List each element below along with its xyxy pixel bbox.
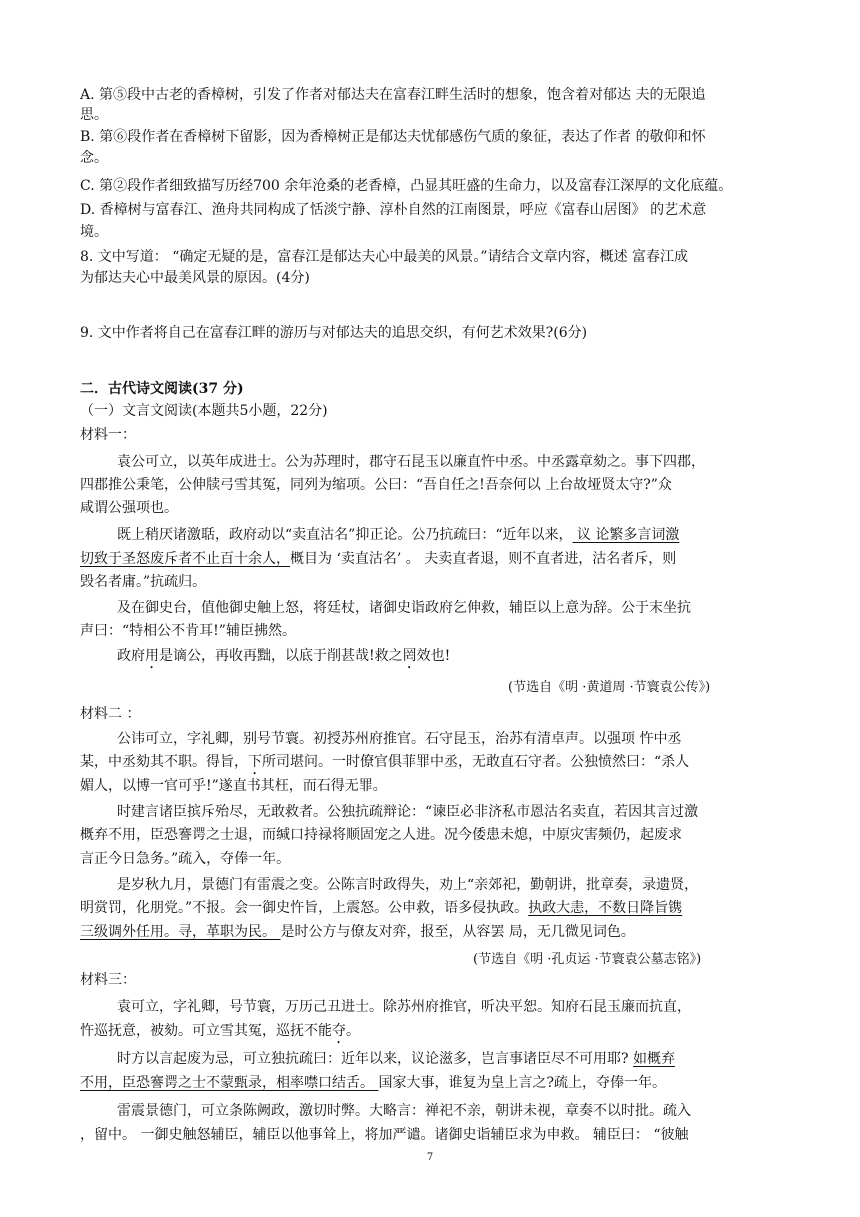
underlined-sentence: 三级调外任用。寻，革职为民。 bbox=[80, 924, 281, 940]
section-title: 二．古代诗文阅读(37 分) bbox=[80, 381, 244, 397]
option-d-line-2: 境。 bbox=[80, 224, 108, 240]
m3-p3-line-1: 雷震景德门，可立条陈阙政，激切时弊。大略言：禅祀不亲，朝讲未视，章奏不以时批。疏入 bbox=[117, 1103, 691, 1119]
underlined-sentence: 不用，臣恐謇谔之士不蒙甄录，相率噤口结舌。 bbox=[80, 1075, 379, 1091]
m1-p2-line-3: 毁名者庸。”抗疏归。 bbox=[80, 574, 207, 590]
m3-p2-line-1 bbox=[117, 1048, 827, 1070]
m1-source: (节选自《明 ·黄道周 ·节寰袁公传》) bbox=[508, 680, 711, 695]
m1-p2-text: 概目为 ‘卖直沽名’ 。 夫卖直者退，则不直者进，沽名者斥，则 bbox=[290, 551, 677, 567]
m1-p2-text: 既上稍厌诸激聒，政府动以“卖直沽名”抑正论。公乃抗疏曰：“近年以来， bbox=[117, 527, 573, 543]
m1-p3-line-2: 声曰：“特相公不肯耳!”辅臣拂然。 bbox=[80, 623, 296, 639]
m2-p3-text: 是时公方与僚友对弈，报至，从容罢 局，无几微见词色。 bbox=[280, 924, 635, 940]
question-9: 9. 文中作者将自己在富春江畔的游历与对郁达夫的追思交织，有何艺术效果?(6分) bbox=[80, 325, 588, 341]
option-b-line-1: B. 第⑥段作者在香樟树下留影，因为香樟树正是郁达夫忧郁感伤气质的象征，表达了作者 的敬仰和怀 bbox=[80, 129, 706, 145]
option-a-line-2: 思。 bbox=[80, 107, 108, 123]
m3-p2-text: 时方以言起废为忌，可立独抗疏曰：近年以来，议论滋多，岂言事诸臣尽不可用耶? bbox=[117, 1051, 633, 1067]
m1-p4-text: 政府 bbox=[117, 648, 145, 664]
m1-p1-line-1: 袁公可立，以英年成进士。公为苏理时，郡守石昆玉以廉直忤中丞。中丞露章劾之。事下四郡， bbox=[117, 454, 705, 470]
m2-p1-text: 所司堪问。一时僚官俱菲罪中丞，无敢直石守者。公独愤然曰：“杀人 bbox=[262, 754, 690, 770]
emphasized-word: 下 bbox=[248, 754, 262, 770]
emphasized-word: 夺 bbox=[332, 1023, 346, 1039]
m1-p2-line-2 bbox=[80, 548, 790, 570]
m2-p3-text: 明赏罚，化朋党。”不报。会一御史忤旨，上震怒。公申救，语多侵执政。 bbox=[80, 900, 529, 916]
m2-p3-line-3 bbox=[80, 921, 790, 943]
underlined-sentence: 切致于圣怒废斥者不止百十余人， bbox=[80, 551, 290, 567]
m2-p1-text: 某，中丞劾其不职。得旨， bbox=[80, 754, 248, 770]
m3-p2-text: 国家大事，谁复为皇上言之?疏上，夺俸一年。 bbox=[378, 1075, 666, 1091]
option-d-line-1: D. 香樟树与富春江、渔舟共同构成了恬淡宁静、淳朴自然的江南图景，呼应《富春山居图》 的艺术意 bbox=[80, 202, 707, 218]
underlined-sentence: 执政大恚，不数日降旨镌 bbox=[528, 900, 683, 916]
m3-p3-line-2: ，留中。 一御史触怒辅臣，辅臣以他事耸上，将加严谴。诸御史诣辅臣求为申救。 辅臣曰： “彼触 bbox=[80, 1127, 689, 1143]
m3-p1-text: 忤巡抚意，被劾。可立雪其冤，巡抚不能 bbox=[80, 1023, 332, 1039]
m2-p3-line-2 bbox=[80, 897, 790, 919]
m3-p1-text: 。 bbox=[346, 1023, 360, 1039]
m2-p2-line-2: 概弃不用，臣恐謇谔之士退，而缄口持禄将顺固宠之人进。况今倭患未熄，中原灾害频仍，起废求 bbox=[80, 827, 682, 843]
m1-p2-line-1 bbox=[117, 524, 827, 546]
section-subtitle: （一）文言文阅读(本题共5小题，22分) bbox=[80, 403, 328, 419]
m2-p2-line-3: 言正今日急务。”疏入，夺俸一年。 bbox=[80, 851, 291, 867]
material-3-label: 材料三： bbox=[80, 972, 136, 988]
m1-p1-line-3: 咸谓公强项也。 bbox=[80, 500, 178, 516]
m2-p2-line-1: 时建言诸臣摈斥殆尽，无敢救者。公独抗疏辩论：“谏臣必非济私市恩沽名卖直，若因其言过激 bbox=[117, 804, 699, 820]
underlined-sentence: 议 论繁多言词激 bbox=[572, 527, 680, 543]
option-b-line-2: 念。 bbox=[80, 150, 108, 166]
m3-p1-line-1: 袁可立，字礼卿，号节寰，万历己丑进士。除苏州府推官，听决平恕。知府石昆玉廉而抗直， bbox=[117, 999, 691, 1015]
m2-source: (节选自《明 ·孔贞运 ·节寰袁公墓志铭》) bbox=[473, 952, 702, 967]
emphasized-word: 罔 bbox=[402, 648, 417, 664]
m1-p4-line-1 bbox=[117, 645, 827, 672]
m2-p1-line-2 bbox=[80, 751, 790, 778]
m2-p1-line-1: 公讳可立，字礼卿，别号节寰。初授苏州府推官。石守昆玉，治苏有清卓声。以强项 忤中丞 bbox=[117, 731, 682, 747]
m1-p4-text: 是谪公，再收再黜，以底于削甚哉!救之 bbox=[159, 648, 403, 664]
emphasized-word: 用 bbox=[145, 648, 159, 664]
underlined-sentence: 如概弃 bbox=[632, 1051, 675, 1067]
material-1-label: 材料一： bbox=[80, 427, 136, 443]
page-number: 7 bbox=[426, 1152, 434, 1163]
option-a-line-1: A. 第⑤段中古老的香樟树，引发了作者对郁达夫在富春江畔生活时的想象，饱含着对郁达 夫的无限追 bbox=[80, 87, 706, 103]
m2-p1-line-3: 媚人，以博一官可乎!”遂直书其枉，而石得无罪。 bbox=[80, 778, 387, 794]
m3-p1-line-2 bbox=[80, 1020, 790, 1047]
m1-p4-text: 效也! bbox=[416, 648, 451, 664]
option-c-line-1: C. 第②段作者细致描写历经700 余年沧桑的老香樟，凸显其旺盛的生命力，以及富春江深厚的文化底蕴。 bbox=[80, 178, 733, 194]
m1-p1-line-2: 四郡推公秉笔，公伸牍弓雪其冤，同列为缩项。公曰：“吾自任之!吾奈何以 上台故垭贤太守?”众 bbox=[80, 477, 672, 493]
material-2-label: 材料二 ： bbox=[80, 706, 141, 722]
m1-p3-line-1: 及在御史台，值他御史触上怒，将廷杖，诸御史诣政府乞伸救，辅臣以上意为辞。公于末坐抗 bbox=[117, 600, 691, 616]
m2-p3-line-1: 是岁秋九月，景德门有雷震之变。公陈言时政得失，劝上“亲郊祀，勤朝讲，批章奏，录遗贤， bbox=[117, 877, 699, 893]
question-8-line-1: 8. 文中写道： “确定无疑的是，富春江是郁达夫心中最美的风景。”请结合文章内容，概述 富春江成 bbox=[80, 249, 689, 265]
m3-p2-line-2 bbox=[80, 1072, 790, 1094]
question-8-line-2: 为郁达夫心中最美风景的原因。(4分) bbox=[80, 270, 310, 286]
